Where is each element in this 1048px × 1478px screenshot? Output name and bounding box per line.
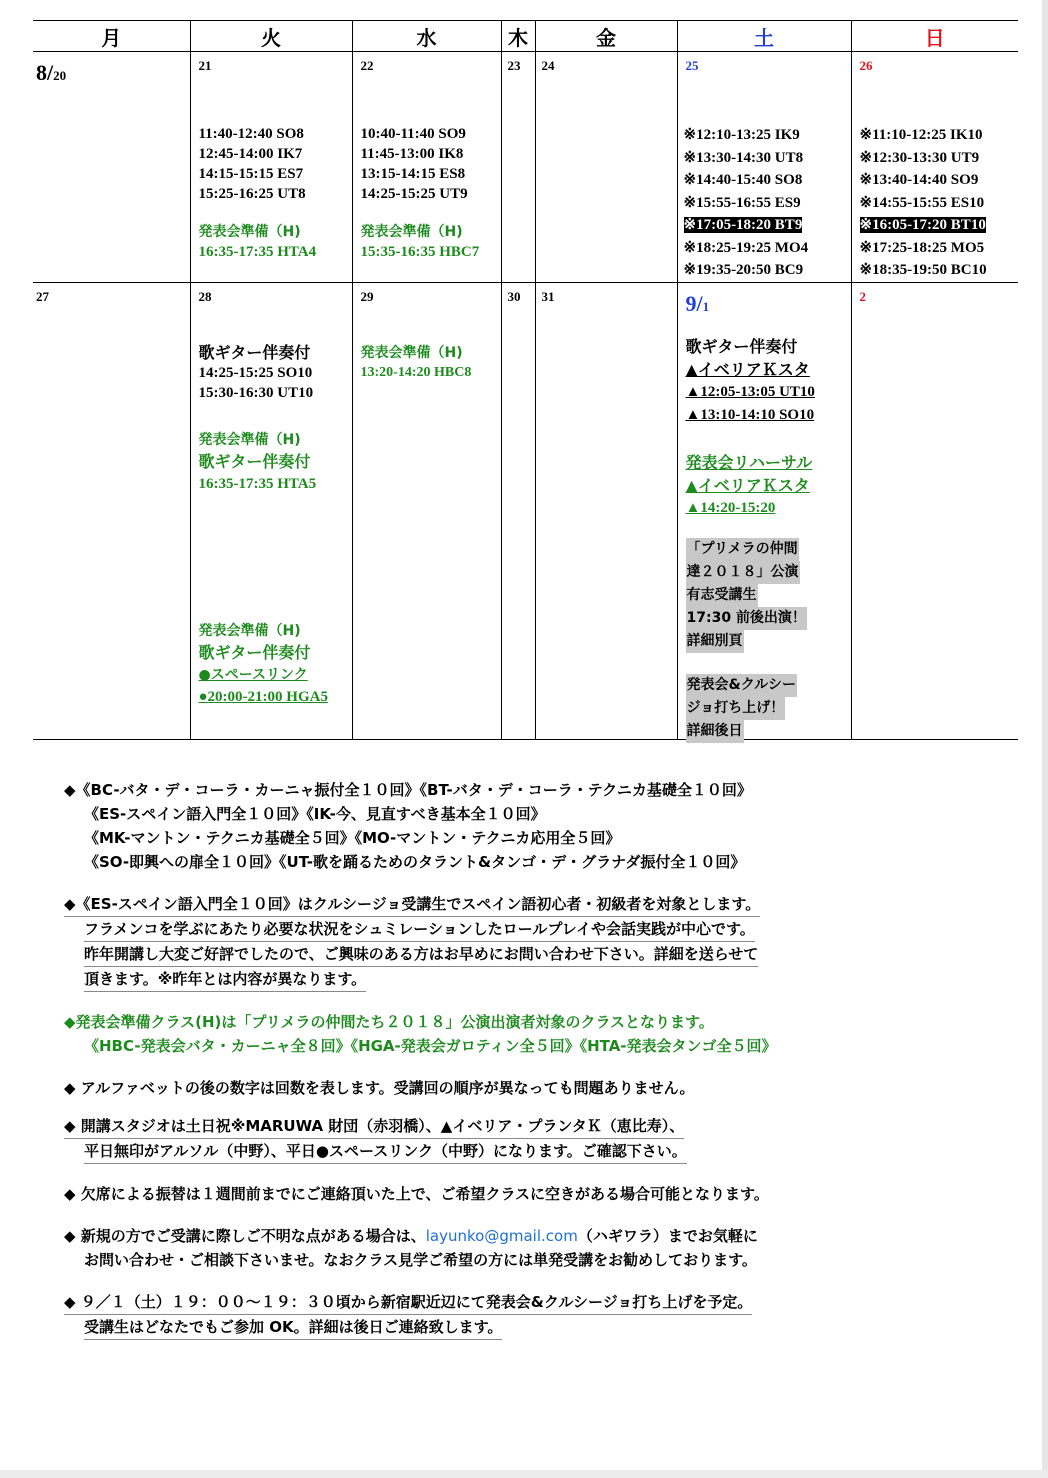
prep-note: 歌ギター伴奏付 xyxy=(198,452,311,471)
prep-class-late xyxy=(199,620,328,708)
prep-label: 発表会準備（H) xyxy=(198,432,301,448)
prep-note: 歌ギター伴奏付 xyxy=(198,643,311,662)
rehearsal-time: ▲14:20-15:20 xyxy=(685,500,776,516)
note-numbering: ◆ アルファベットの後の数字は回数を表します。受講回の順序が異なっても問題ありません。 xyxy=(64,1079,695,1097)
prep-time: 13:20-14:20 HBC8 xyxy=(360,365,472,380)
rehearsal xyxy=(686,451,813,520)
prep-label: 発表会準備（H) xyxy=(360,224,463,240)
page-edge xyxy=(1042,0,1048,1478)
note-studios: ◆ 開講スタジオは土日祝※MARUWA 財団（赤羽橋）、▲イベリア・プランタＫ（恵比寿）、 平日無印がアルソル（中野）、平日●スペースリンク（中野）になります。ご確認下さい。 xyxy=(64,1114,1024,1164)
prep-time: 15:35-16:35 HBC7 xyxy=(360,244,480,260)
day-cell-24 xyxy=(535,52,677,283)
event-text: 発表会&クルシー xyxy=(686,674,797,697)
class-note: 歌ギター伴奏付 xyxy=(685,337,798,356)
header-sun: 日 xyxy=(851,21,1018,52)
day-cell-27 xyxy=(33,283,190,740)
day-cell-22 xyxy=(352,52,501,283)
day-cell-25 xyxy=(677,52,851,283)
class-slot: 15:30-16:30 UT10 xyxy=(198,385,314,401)
class-list xyxy=(361,124,468,204)
class-note: 歌ギター伴奏付 xyxy=(198,343,311,362)
note-makeup: ◆ 欠席による振替は１週間前までにご連絡頂いた上で、ご希望クラスに空きがある場合可能となります。 xyxy=(64,1185,769,1203)
class-slot: ※13:30-14:30 UT8 xyxy=(683,149,804,166)
class-slot: ※17:25-18:25 MO5 xyxy=(859,239,985,256)
class-slot: ▲12:05-13:05 UT10 xyxy=(685,384,815,400)
header-fri: 金 xyxy=(535,21,677,52)
class-slot: ※13:40-14:40 SO9 xyxy=(859,172,979,188)
rehearsal-label: 発表会リハーサル xyxy=(685,453,813,472)
class-slot: ※11:10-12:25 IK10 xyxy=(859,127,983,143)
prep-time: ●20:00-21:00 HGA5 xyxy=(198,689,328,705)
note-contact: ◆ 新規の方でご受講に際しご不明な点がある場合は、layunko@gmail.com（ハギワラ）までお気軽に お問い合わせ・ご相談下さいませ。なおクラス見学ご希望の方には単発受講をお勧めしております。 xyxy=(64,1227,758,1269)
class-slot: 12:45-14:00 IK7 xyxy=(198,146,303,162)
event-text: 17:30 前後出演！ xyxy=(686,607,807,630)
day-cell-26 xyxy=(851,52,1018,283)
class-slot: 14:15-15:15 ES7 xyxy=(198,166,304,182)
weekday-header-row xyxy=(33,21,1018,52)
class-slot: 10:40-11:40 SO9 xyxy=(360,126,466,142)
class-slot: 13:15-14:15 ES8 xyxy=(360,166,466,182)
prep-studio: ●スペースリンク xyxy=(198,667,308,683)
day-cell-29 xyxy=(352,283,501,740)
page-edge-bottom xyxy=(0,1470,1048,1478)
day-cell-9-1 xyxy=(677,283,851,740)
date-label: 31 xyxy=(541,289,555,304)
class-list xyxy=(686,335,815,427)
date-label: 30 xyxy=(507,289,521,304)
date-label: 23 xyxy=(507,58,521,73)
prep-time: 16:35-17:35 HTA4 xyxy=(198,244,317,260)
date-label: 24 xyxy=(541,58,555,73)
note-prep-class: ◆発表会準備クラス(H)は「プリメラの仲間たち２０１８」公演出演者対象のクラスとなります。 《HBC-発表会バタ・カーニャ全８回》《HGA-発表会ガロティン全５回》《HTA-発表会タンゴ全５回》 xyxy=(64,1013,777,1055)
day-cell-30 xyxy=(501,283,535,740)
class-slot: 15:25-16:25 UT8 xyxy=(198,186,306,202)
notes-section xyxy=(64,778,1024,1354)
date-label: 29 xyxy=(360,289,374,304)
class-slot-highlighted: ※16:05-17:20 BT10 xyxy=(859,217,986,233)
prep-label: 発表会準備（H) xyxy=(198,623,301,639)
day-cell-9-2 xyxy=(851,283,1018,740)
class-slot: ※15:55-16:55 ES9 xyxy=(683,194,801,211)
date-label: 21 xyxy=(198,58,212,73)
date-label: 27 xyxy=(36,289,49,304)
date-label: 9/1 xyxy=(685,291,710,316)
class-list xyxy=(199,343,314,403)
class-slot: 14:25-15:25 SO10 xyxy=(198,365,313,381)
class-slot: ※14:55-15:55 ES10 xyxy=(859,194,985,211)
class-slot: 14:25-15:25 UT9 xyxy=(360,186,468,202)
class-slot: ※12:10-13:25 IK9 xyxy=(683,127,800,143)
day-cell-23 xyxy=(501,52,535,283)
date-label: 25 xyxy=(685,58,699,73)
header-tue: 火 xyxy=(190,21,352,52)
prep-class xyxy=(199,429,317,495)
event-text: ジョ打ち上げ！ xyxy=(686,697,786,720)
class-slot: ※19:35-20:50 BC9 xyxy=(683,262,804,278)
date-label: 22 xyxy=(360,58,374,73)
prep-class xyxy=(361,343,472,383)
prep-class xyxy=(199,222,317,262)
event-text: 詳細別頁 xyxy=(686,630,744,653)
prep-label: 発表会準備（H) xyxy=(198,224,301,240)
week-row-2 xyxy=(33,283,1018,740)
event-text: 「プリメラの仲間 xyxy=(686,538,799,561)
event-party xyxy=(686,674,797,743)
date-label: 8/20 xyxy=(36,60,67,85)
header-sat: 土 xyxy=(677,21,851,52)
day-cell-21 xyxy=(190,52,352,283)
class-slot: 11:45-13:00 IK8 xyxy=(360,146,464,162)
event-text: 詳細後日 xyxy=(686,720,744,743)
class-slot: 11:40-12:40 SO8 xyxy=(198,126,304,142)
class-list xyxy=(860,124,987,282)
date-label: 2 xyxy=(859,289,866,304)
class-slot-highlighted: ※17:05-18:20 BT9 xyxy=(683,217,803,233)
studio-label: ▲イベリアＫスタ xyxy=(685,360,810,379)
header-mon: 月 xyxy=(33,21,190,52)
class-list xyxy=(684,124,809,282)
week-row-1 xyxy=(33,52,1018,283)
event-performance xyxy=(686,538,807,653)
event-text: 達２０１８」公演 xyxy=(686,561,800,584)
date-label: 26 xyxy=(859,58,873,73)
note-spanish-course: ◆《ES-スペイン語入門全１０回》はクルシージョ受講生でスペイン語初心者・初級者を対象とします。 フラメンコを学ぶにあたり必要な状況をシュミレーションしたロールプレイや会話実践が中心です。 昨年開講し大変ご好評でしたので、ご興味のある方はお早めにお問い合わせ下さい。詳細を送らせて 頂きます。※昨年とは内容が異なります。 xyxy=(64,892,1024,992)
class-slot: ※18:25-19:25 MO4 xyxy=(683,239,809,256)
prep-class xyxy=(361,222,480,262)
event-text: 有志受講生 xyxy=(686,584,758,607)
header-thu: 木 xyxy=(501,21,535,52)
calendar-table xyxy=(33,20,1018,740)
day-cell-28 xyxy=(190,283,352,740)
class-list xyxy=(199,124,306,204)
email-link[interactable]: layunko@gmail.com xyxy=(425,1227,578,1245)
note-party: ◆ ９／１（土）１９：００～１９：３０頃から新宿駅近辺にて発表会&クルシージョ打ち上げを予定。 受講生はどなたでもご参加 OK。詳細は後日ご連絡致します。 xyxy=(64,1290,1024,1340)
header-wed: 水 xyxy=(352,21,501,52)
class-slot: ※14:40-15:40 SO8 xyxy=(683,172,803,188)
day-cell-8-20 xyxy=(33,52,190,283)
class-slot: ▲13:10-14:10 SO10 xyxy=(685,407,815,423)
prep-time: 16:35-17:35 HTA5 xyxy=(198,476,317,492)
class-slot: ※12:30-13:30 UT9 xyxy=(859,149,980,166)
class-slot: ※18:35-19:50 BC10 xyxy=(859,262,987,278)
day-cell-31 xyxy=(535,283,677,740)
note-course-list: ◆《BC-バタ・デ・コーラ・カーニャ振付全１０回》《BT-バタ・デ・コーラ・テクニカ基礎全１０回》 《ES-スペイン語入門全１０回》《IK-今、見直すべき基本全１０回》 《MK-マントン・テクニカ基礎全５回》《MO-マントン・テクニカ応用全５回》 《SO-即興への扉全１０回》《UT-歌を踊るためのタラント&タンゴ・デ・グラナダ振付全１０回》 xyxy=(64,781,752,871)
studio-label: ▲イベリアＫスタ xyxy=(685,476,810,495)
date-label: 28 xyxy=(198,289,212,304)
prep-label: 発表会準備（H) xyxy=(360,345,463,361)
